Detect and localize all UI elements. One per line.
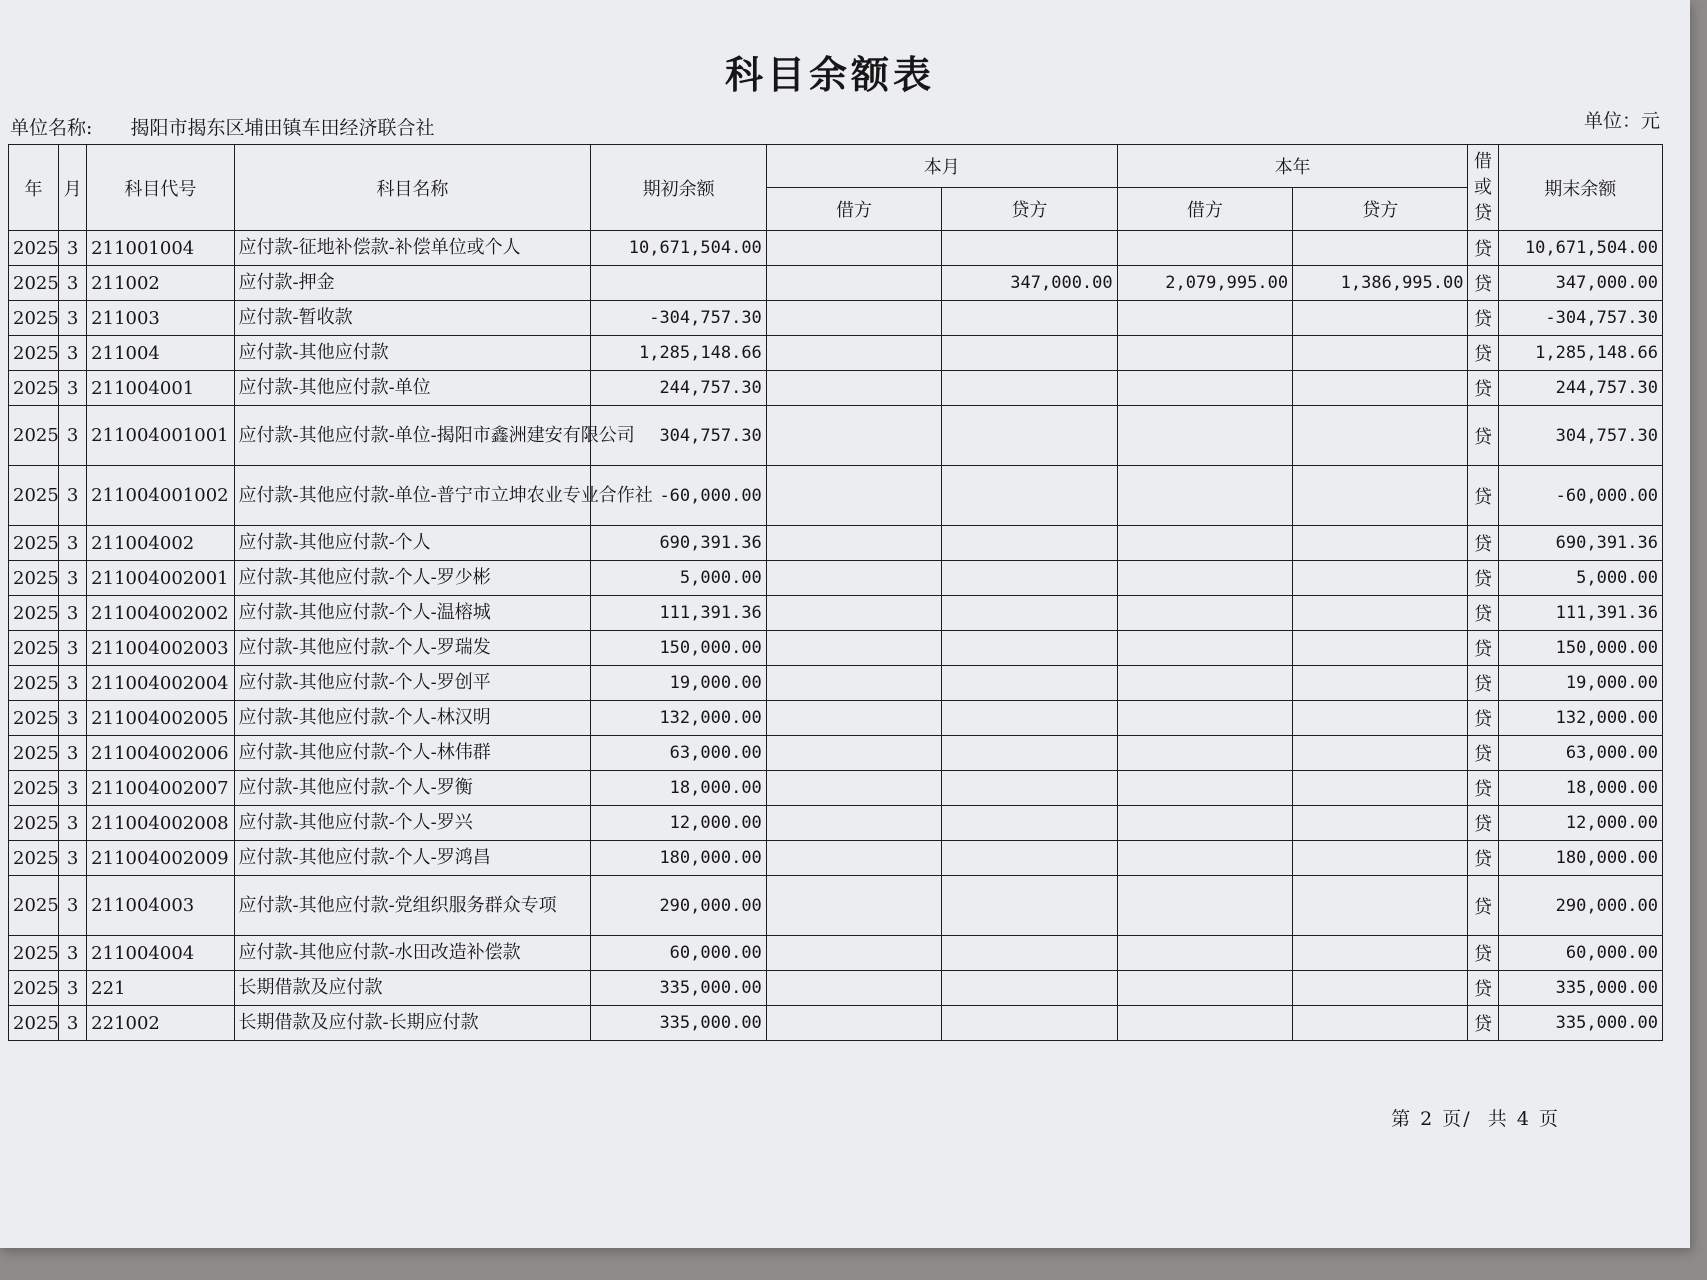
- cell-month: 3: [59, 701, 87, 736]
- cell-year-debit: [1117, 771, 1292, 806]
- cell-year: 2025: [9, 231, 59, 266]
- cell-closing-balance: 335,000.00: [1498, 971, 1662, 1006]
- cell-closing-balance: 60,000.00: [1498, 936, 1662, 971]
- cell-year: 2025: [9, 371, 59, 406]
- cell-account-name: 应付款-其他应付款-个人-罗鸿昌: [234, 841, 591, 876]
- cell-account-code: 211004002002: [87, 596, 234, 631]
- cell-year-credit: [1293, 876, 1468, 936]
- cell-opening-balance: 63,000.00: [591, 736, 766, 771]
- cell-opening-balance: 1,285,148.66: [591, 336, 766, 371]
- cell-month: 3: [59, 631, 87, 666]
- cell-opening-balance: 60,000.00: [591, 936, 766, 971]
- cell-month-credit: [942, 971, 1117, 1006]
- page-mid: 页/: [1442, 1108, 1472, 1130]
- cell-year-debit: [1117, 596, 1292, 631]
- cell-month-debit: [766, 596, 941, 631]
- cell-closing-balance: 132,000.00: [1498, 701, 1662, 736]
- cell-account-code: 211004002009: [87, 841, 234, 876]
- cell-debit-or-credit: 贷: [1468, 736, 1498, 771]
- cell-account-name: 应付款-其他应付款-个人-林伟群: [234, 736, 591, 771]
- cell-year: 2025: [9, 971, 59, 1006]
- cell-closing-balance: 290,000.00: [1498, 876, 1662, 936]
- cell-account-code: 211004002001: [87, 561, 234, 596]
- balance-table: [8, 144, 1663, 1041]
- cell-closing-balance: 347,000.00: [1498, 266, 1662, 301]
- cell-closing-balance: 150,000.00: [1498, 631, 1662, 666]
- cell-year-credit: [1293, 936, 1468, 971]
- cell-month-credit: [942, 736, 1117, 771]
- cell-month: 3: [59, 561, 87, 596]
- cell-year: 2025: [9, 526, 59, 561]
- cell-account-code: 211004002008: [87, 806, 234, 841]
- cell-account-code: 211004001002: [87, 466, 234, 526]
- cell-debit-or-credit: 贷: [1468, 336, 1498, 371]
- header-opening-balance: 期初余额: [591, 145, 766, 231]
- cell-year-credit: [1293, 806, 1468, 841]
- cell-year-debit: [1117, 336, 1292, 371]
- cell-account-name: 应付款-押金: [234, 266, 591, 301]
- cell-account-code: 211003: [87, 301, 234, 336]
- cell-closing-balance: 111,391.36: [1498, 596, 1662, 631]
- cell-opening-balance: 335,000.00: [591, 1006, 766, 1041]
- cell-year-debit: [1117, 631, 1292, 666]
- cell-account-code: 211004004: [87, 936, 234, 971]
- cell-account-name: 应付款-其他应付款-单位: [234, 371, 591, 406]
- cell-account-name: 应付款-其他应付款-个人-罗少彬: [234, 561, 591, 596]
- cell-debit-or-credit: 贷: [1468, 301, 1498, 336]
- cell-account-code: 211004003: [87, 876, 234, 936]
- cell-account-name: 应付款-其他应付款-水田改造补偿款: [234, 936, 591, 971]
- cell-account-name: 应付款-其他应付款-个人-罗兴: [234, 806, 591, 841]
- cell-account-name: 应付款-暂收款: [234, 301, 591, 336]
- cell-debit-or-credit: 贷: [1468, 466, 1498, 526]
- cell-month-debit: [766, 1006, 941, 1041]
- cell-year-credit: [1293, 666, 1468, 701]
- cell-year: 2025: [9, 466, 59, 526]
- cell-account-name: 应付款-其他应付款-个人-罗创平: [234, 666, 591, 701]
- cell-year-credit: [1293, 301, 1468, 336]
- cell-debit-or-credit: 贷: [1468, 371, 1498, 406]
- table-row: [9, 561, 1663, 596]
- page-current: 2: [1420, 1108, 1435, 1130]
- cell-year-credit: [1293, 701, 1468, 736]
- cell-month-credit: [942, 526, 1117, 561]
- header-month: 月: [59, 145, 87, 231]
- cell-closing-balance: -304,757.30: [1498, 301, 1662, 336]
- cell-account-name: 应付款-其他应付款-个人-温榕城: [234, 596, 591, 631]
- cell-month: 3: [59, 371, 87, 406]
- cell-opening-balance: 304,757.30: [591, 406, 766, 466]
- cell-month-debit: [766, 466, 941, 526]
- cell-month-credit: [942, 596, 1117, 631]
- cell-account-code: 211004002007: [87, 771, 234, 806]
- organization-label: 单位名称:: [10, 117, 93, 139]
- cell-debit-or-credit: 贷: [1468, 876, 1498, 936]
- table-row: [9, 266, 1663, 301]
- cell-closing-balance: 1,285,148.66: [1498, 336, 1662, 371]
- cell-month-debit: [766, 631, 941, 666]
- cell-opening-balance: 290,000.00: [591, 876, 766, 936]
- cell-debit-or-credit: 贷: [1468, 406, 1498, 466]
- cell-debit-or-credit: 贷: [1468, 936, 1498, 971]
- cell-debit-or-credit: 贷: [1468, 266, 1498, 301]
- cell-month: 3: [59, 771, 87, 806]
- cell-opening-balance: 132,000.00: [591, 701, 766, 736]
- table-row: [9, 466, 1663, 526]
- cell-year-credit: [1293, 631, 1468, 666]
- cell-year-debit: [1117, 526, 1292, 561]
- cell-account-name: 应付款-其他应付款-个人-罗瑞发: [234, 631, 591, 666]
- cell-month-debit: [766, 841, 941, 876]
- cell-month: 3: [59, 406, 87, 466]
- cell-month-debit: [766, 371, 941, 406]
- cell-year: 2025: [9, 336, 59, 371]
- cell-opening-balance: 111,391.36: [591, 596, 766, 631]
- table-row: [9, 231, 1663, 266]
- cell-debit-or-credit: 贷: [1468, 771, 1498, 806]
- cell-year-credit: [1293, 231, 1468, 266]
- cell-account-code: 211004002004: [87, 666, 234, 701]
- cell-month-credit: [942, 301, 1117, 336]
- table-row: [9, 301, 1663, 336]
- cell-month-credit: [942, 371, 1117, 406]
- cell-month-debit: [766, 336, 941, 371]
- cell-account-code: 211004002005: [87, 701, 234, 736]
- cell-account-code: 211004: [87, 336, 234, 371]
- table-row: [9, 841, 1663, 876]
- cell-year-debit: 2,079,995.00: [1117, 266, 1292, 301]
- cell-year-credit: [1293, 336, 1468, 371]
- cell-account-name: 应付款-其他应付款-个人: [234, 526, 591, 561]
- cell-month: 3: [59, 936, 87, 971]
- cell-closing-balance: 180,000.00: [1498, 841, 1662, 876]
- cell-year-debit: [1117, 301, 1292, 336]
- cell-month: 3: [59, 596, 87, 631]
- cell-year-debit: [1117, 971, 1292, 1006]
- cell-month: 3: [59, 971, 87, 1006]
- cell-month-debit: [766, 771, 941, 806]
- cell-opening-balance: [591, 266, 766, 301]
- cell-debit-or-credit: 贷: [1468, 806, 1498, 841]
- cell-account-name: 应付款-其他应付款-党组织服务群众专项: [234, 876, 591, 936]
- header-debit-or-credit: 借或贷: [1468, 145, 1498, 231]
- cell-year: 2025: [9, 631, 59, 666]
- cell-year-debit: [1117, 231, 1292, 266]
- cell-opening-balance: 150,000.00: [591, 631, 766, 666]
- cell-opening-balance: 18,000.00: [591, 771, 766, 806]
- cell-year-credit: 1,386,995.00: [1293, 266, 1468, 301]
- cell-month-debit: [766, 971, 941, 1006]
- cell-year: 2025: [9, 736, 59, 771]
- cell-account-name: 应付款-其他应付款: [234, 336, 591, 371]
- cell-closing-balance: 19,000.00: [1498, 666, 1662, 701]
- cell-month-debit: [766, 231, 941, 266]
- cell-account-code: 221: [87, 971, 234, 1006]
- cell-month-debit: [766, 406, 941, 466]
- table-header-row: [9, 145, 1663, 188]
- header-this-month: 本月: [766, 145, 1117, 188]
- cell-closing-balance: 244,757.30: [1498, 371, 1662, 406]
- page-total: 4: [1516, 1108, 1531, 1130]
- cell-month: 3: [59, 231, 87, 266]
- cell-debit-or-credit: 贷: [1468, 1006, 1498, 1041]
- cell-closing-balance: 690,391.36: [1498, 526, 1662, 561]
- cell-year-credit: [1293, 526, 1468, 561]
- cell-year-credit: [1293, 1006, 1468, 1041]
- cell-month-debit: [766, 561, 941, 596]
- currency-unit: 单位：元: [1583, 110, 1660, 132]
- table-row: [9, 336, 1663, 371]
- cell-year-debit: [1117, 666, 1292, 701]
- cell-account-name: 应付款-其他应付款-个人-罗衡: [234, 771, 591, 806]
- cell-month-debit: [766, 806, 941, 841]
- cell-account-code: 211001004: [87, 231, 234, 266]
- cell-closing-balance: 12,000.00: [1498, 806, 1662, 841]
- cell-year: 2025: [9, 771, 59, 806]
- cell-year-credit: [1293, 596, 1468, 631]
- cell-year-debit: [1117, 841, 1292, 876]
- cell-month-debit: [766, 736, 941, 771]
- cell-opening-balance: -304,757.30: [591, 301, 766, 336]
- table-row: [9, 971, 1663, 1006]
- organization-name: 揭阳市揭东区埔田镇车田经济联合社: [130, 117, 435, 139]
- cell-closing-balance: 335,000.00: [1498, 1006, 1662, 1041]
- cell-year-credit: [1293, 736, 1468, 771]
- header-year-debit: 借方: [1117, 188, 1292, 231]
- cell-month-credit: [942, 466, 1117, 526]
- cell-month: 3: [59, 1006, 87, 1041]
- table-row: [9, 936, 1663, 971]
- cell-month: 3: [59, 806, 87, 841]
- cell-account-name: 应付款-征地补偿款-补偿单位或个人: [234, 231, 591, 266]
- cell-month-credit: [942, 561, 1117, 596]
- cell-month-credit: [942, 701, 1117, 736]
- cell-month-debit: [766, 301, 941, 336]
- table-row: [9, 406, 1663, 466]
- cell-opening-balance: 19,000.00: [591, 666, 766, 701]
- table-row: [9, 771, 1663, 806]
- header-this-year: 本年: [1117, 145, 1468, 188]
- cell-year-debit: [1117, 806, 1292, 841]
- cell-year: 2025: [9, 406, 59, 466]
- cell-month-debit: [766, 701, 941, 736]
- header-year-credit: 贷方: [1293, 188, 1468, 231]
- cell-year: 2025: [9, 666, 59, 701]
- cell-year-credit: [1293, 971, 1468, 1006]
- header-account-name: 科目名称: [234, 145, 591, 231]
- cell-month: 3: [59, 266, 87, 301]
- cell-year-credit: [1293, 371, 1468, 406]
- cell-account-code: 211002: [87, 266, 234, 301]
- cell-opening-balance: 180,000.00: [591, 841, 766, 876]
- cell-year-debit: [1117, 406, 1292, 466]
- table-row: [9, 666, 1663, 701]
- cell-month-debit: [766, 526, 941, 561]
- page-suffix: 页: [1538, 1108, 1560, 1130]
- cell-closing-balance: 63,000.00: [1498, 736, 1662, 771]
- table-row: [9, 631, 1663, 666]
- cell-account-code: 211004002006: [87, 736, 234, 771]
- cell-year-debit: [1117, 876, 1292, 936]
- cell-closing-balance: 304,757.30: [1498, 406, 1662, 466]
- cell-year: 2025: [9, 561, 59, 596]
- header-closing-balance: 期末余额: [1498, 145, 1662, 231]
- cell-year: 2025: [9, 701, 59, 736]
- cell-month-credit: [942, 336, 1117, 371]
- cell-year: 2025: [9, 806, 59, 841]
- cell-opening-balance: 10,671,504.00: [591, 231, 766, 266]
- cell-year-debit: [1117, 371, 1292, 406]
- cell-month: 3: [59, 336, 87, 371]
- cell-debit-or-credit: 贷: [1468, 701, 1498, 736]
- report-title: 科目余额表: [724, 53, 935, 97]
- cell-debit-or-credit: 贷: [1468, 561, 1498, 596]
- cell-year-debit: [1117, 466, 1292, 526]
- cell-account-code: 211004001001: [87, 406, 234, 466]
- cell-account-code: 211004001: [87, 371, 234, 406]
- cell-month: 3: [59, 526, 87, 561]
- page-prefix: 第: [1391, 1108, 1413, 1130]
- cell-month-debit: [766, 266, 941, 301]
- cell-debit-or-credit: 贷: [1468, 596, 1498, 631]
- cell-year: 2025: [9, 936, 59, 971]
- cell-closing-balance: 18,000.00: [1498, 771, 1662, 806]
- table-row: [9, 806, 1663, 841]
- cell-year-credit: [1293, 841, 1468, 876]
- cell-month: 3: [59, 666, 87, 701]
- cell-account-code: 211004002003: [87, 631, 234, 666]
- cell-closing-balance: -60,000.00: [1498, 466, 1662, 526]
- cell-year-credit: [1293, 466, 1468, 526]
- cell-account-name: 应付款-其他应付款-个人-林汉明: [234, 701, 591, 736]
- cell-year-credit: [1293, 771, 1468, 806]
- cell-month-credit: 347,000.00: [942, 266, 1117, 301]
- cell-year: 2025: [9, 266, 59, 301]
- cell-opening-balance: 690,391.36: [591, 526, 766, 561]
- cell-account-name: 长期借款及应付款: [234, 971, 591, 1006]
- cell-account-name: 应付款-其他应付款-单位-普宁市立坤农业专业合作社: [234, 466, 591, 526]
- cell-debit-or-credit: 贷: [1468, 231, 1498, 266]
- cell-month-credit: [942, 631, 1117, 666]
- cell-opening-balance: 335,000.00: [591, 971, 766, 1006]
- table-row: [9, 596, 1663, 631]
- table-row: [9, 876, 1663, 936]
- header-account-code: 科目代号: [87, 145, 234, 231]
- cell-debit-or-credit: 贷: [1468, 666, 1498, 701]
- page-number: [1391, 1104, 1560, 1131]
- cell-account-code: 221002: [87, 1006, 234, 1041]
- cell-month-debit: [766, 876, 941, 936]
- cell-opening-balance: 244,757.30: [591, 371, 766, 406]
- table-row: [9, 701, 1663, 736]
- cell-month-credit: [942, 1006, 1117, 1041]
- cell-year: 2025: [9, 301, 59, 336]
- cell-year-debit: [1117, 561, 1292, 596]
- cell-year-credit: [1293, 561, 1468, 596]
- cell-month-credit: [942, 771, 1117, 806]
- cell-month-credit: [942, 806, 1117, 841]
- cell-year-credit: [1293, 406, 1468, 466]
- cell-year-debit: [1117, 936, 1292, 971]
- cell-closing-balance: 10,671,504.00: [1498, 231, 1662, 266]
- cell-year-debit: [1117, 1006, 1292, 1041]
- table-row: [9, 371, 1663, 406]
- cell-month-credit: [942, 936, 1117, 971]
- cell-year: 2025: [9, 876, 59, 936]
- cell-year: 2025: [9, 841, 59, 876]
- cell-debit-or-credit: 贷: [1468, 526, 1498, 561]
- table-row: [9, 526, 1663, 561]
- cell-opening-balance: 5,000.00: [591, 561, 766, 596]
- cell-month: 3: [59, 876, 87, 936]
- page-total-prefix: 共: [1487, 1108, 1509, 1130]
- cell-year-debit: [1117, 736, 1292, 771]
- cell-month-debit: [766, 936, 941, 971]
- cell-month-credit: [942, 406, 1117, 466]
- cell-opening-balance: -60,000.00: [591, 466, 766, 526]
- cell-debit-or-credit: 贷: [1468, 841, 1498, 876]
- header-month-credit: 贷方: [942, 188, 1117, 231]
- header-year: 年: [9, 145, 59, 231]
- header-month-debit: 借方: [766, 188, 941, 231]
- cell-month: 3: [59, 736, 87, 771]
- table-row: [9, 736, 1663, 771]
- cell-account-name: 应付款-其他应付款-单位-揭阳市鑫洲建安有限公司: [234, 406, 591, 466]
- cell-month: 3: [59, 301, 87, 336]
- cell-year-debit: [1117, 701, 1292, 736]
- cell-month-credit: [942, 876, 1117, 936]
- cell-account-name: 长期借款及应付款-长期应付款: [234, 1006, 591, 1041]
- cell-month-debit: [766, 666, 941, 701]
- organization-line: [10, 113, 434, 140]
- cell-month-credit: [942, 666, 1117, 701]
- cell-account-code: 211004002: [87, 526, 234, 561]
- cell-month-credit: [942, 841, 1117, 876]
- cell-month: 3: [59, 466, 87, 526]
- cell-closing-balance: 5,000.00: [1498, 561, 1662, 596]
- cell-year: 2025: [9, 596, 59, 631]
- cell-month: 3: [59, 841, 87, 876]
- cell-opening-balance: 12,000.00: [591, 806, 766, 841]
- cell-debit-or-credit: 贷: [1468, 631, 1498, 666]
- table-row: [9, 1006, 1663, 1041]
- cell-debit-or-credit: 贷: [1468, 971, 1498, 1006]
- cell-year: 2025: [9, 1006, 59, 1041]
- cell-month-credit: [942, 231, 1117, 266]
